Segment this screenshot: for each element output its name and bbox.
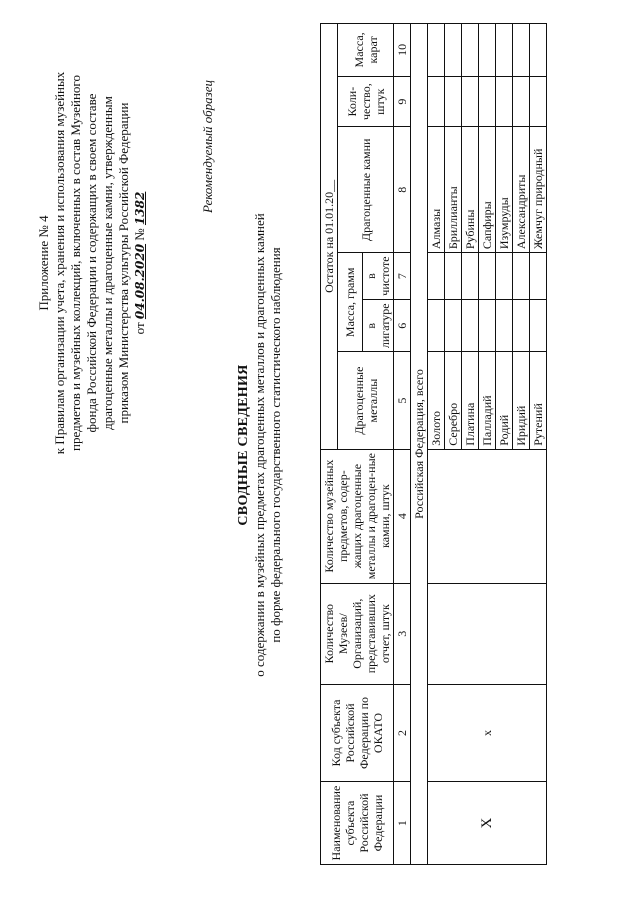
appendix-number: Приложение № 4 xyxy=(36,215,51,311)
stone-name-cell: Алмазы xyxy=(428,127,445,253)
header-mass-carat: Масса, карат xyxy=(338,24,394,77)
stone-name-cell: Александриты xyxy=(513,127,530,253)
header-quantity: Коли-чество, штук xyxy=(338,76,394,127)
summary-table xyxy=(320,23,547,865)
stone-quantity-cell xyxy=(479,76,496,127)
appendix-line-4: драгоценные металлы и драгоценные камни, утвержденным xyxy=(100,96,115,430)
items-count-cell xyxy=(428,449,547,583)
stone-quantity-cell xyxy=(462,76,479,127)
column-number: 5 xyxy=(394,352,411,449)
subject-name-cell: X xyxy=(428,782,547,865)
column-number: 9 xyxy=(394,76,411,127)
header-museums-count: Количество Музеев/ Организаций, представивших отчет, штук xyxy=(321,583,394,684)
okato-code-cell: х xyxy=(428,684,547,781)
federation-total-row xyxy=(411,24,428,865)
metal-name-cell: Палладий xyxy=(479,352,496,449)
appendix-line-2: предметов и музейных коллекций, включенных в состав Музейного xyxy=(68,75,83,451)
stone-name-cell: Сапфиры xyxy=(479,127,496,253)
ligature-mass-cell xyxy=(445,300,462,352)
header-items-count: Количество музейных предметов, содер-жащих драгоценные металлы и драгоцен-ные камни, штук xyxy=(321,449,394,583)
order-number: 1382 xyxy=(133,191,147,226)
stone-name-cell: Изумруды xyxy=(496,127,513,253)
header-balance: Остаток на 01.01.20__ xyxy=(321,24,338,450)
ligature-mass-cell xyxy=(428,300,445,352)
stone-mass-carat-cell xyxy=(479,24,496,77)
header-metals: Драгоценные металлы xyxy=(338,352,394,449)
ligature-mass-cell xyxy=(479,300,496,352)
ligature-mass-cell xyxy=(462,300,479,352)
metal-name-cell: Иридий xyxy=(513,352,530,449)
stone-mass-carat-cell xyxy=(445,24,462,77)
stone-mass-carat-cell xyxy=(513,24,530,77)
column-number: 2 xyxy=(394,684,411,781)
stone-quantity-cell xyxy=(530,76,547,127)
header-stones: Драгоценные камни xyxy=(338,127,394,253)
header-in-pure: в чистоте xyxy=(363,253,394,300)
column-number: 7 xyxy=(394,253,411,300)
metal-name-cell: Золото xyxy=(428,352,445,449)
stone-mass-carat-cell xyxy=(428,24,445,77)
stone-mass-carat-cell xyxy=(530,24,547,77)
document-subtitle-1: о содержании в музейных предметах драгоценных металлов и драгоценных камней xyxy=(252,213,267,677)
header-okato-code: Код субъекта Российской Федерации по ОКАТО xyxy=(321,684,394,781)
stone-mass-carat-cell xyxy=(496,24,513,77)
document-title: СВОДНЫЕ СВЕДЕНИЯ xyxy=(236,364,251,526)
column-number: 4 xyxy=(394,449,411,583)
ligature-mass-cell xyxy=(530,300,547,352)
stone-mass-carat-cell xyxy=(462,24,479,77)
table-row xyxy=(428,24,445,865)
appendix-line-5: приказом Министерства культуры Российской Федерации xyxy=(116,102,131,424)
stone-quantity-cell xyxy=(496,76,513,127)
data-rows xyxy=(428,24,547,865)
pure-mass-cell xyxy=(530,253,547,300)
column-number: 6 xyxy=(394,300,411,352)
museums-count-cell xyxy=(428,583,547,684)
ligature-mass-cell xyxy=(513,300,530,352)
ligature-mass-cell xyxy=(496,300,513,352)
column-number: 8 xyxy=(394,127,411,253)
recommended-sample-label: Рекомендуемый образец xyxy=(200,80,215,214)
pure-mass-cell xyxy=(428,253,445,300)
metal-name-cell: Серебро xyxy=(445,352,462,449)
federation-total-label: Российская Федерация, всего xyxy=(411,24,428,865)
document-heading xyxy=(236,135,284,755)
metal-name-cell: Родий xyxy=(496,352,513,449)
header-subject-name: Наименование субъекта Российской Федерации xyxy=(321,782,394,865)
pure-mass-cell xyxy=(445,253,462,300)
stone-quantity-cell xyxy=(513,76,530,127)
order-line xyxy=(132,28,148,498)
order-no-prefix: № xyxy=(132,228,147,241)
stone-quantity-cell xyxy=(445,76,462,127)
metal-name-cell: Рутений xyxy=(530,352,547,449)
stone-name-cell: Рубины xyxy=(462,127,479,253)
pure-mass-cell xyxy=(496,253,513,300)
header-mass-gram: Масса, грамм xyxy=(338,253,363,352)
appendix-line-3: фонда Российской Федерации и содержащих в своем составе xyxy=(84,93,99,433)
column-number-row xyxy=(394,24,411,865)
stone-name-cell: Бриллианты xyxy=(445,127,462,253)
pure-mass-cell xyxy=(479,253,496,300)
appendix-header xyxy=(36,28,148,498)
column-number: 10 xyxy=(394,24,411,77)
metal-name-cell: Платина xyxy=(462,352,479,449)
order-prefix: от xyxy=(132,322,147,335)
stone-name-cell: Жемчуг природный xyxy=(530,127,547,253)
appendix-line-1: к Правилам организации учета, хранения и использования музейных xyxy=(52,71,67,455)
stone-quantity-cell xyxy=(428,76,445,127)
document-subtitle-2: по форме федерального государственного статистического наблюдения xyxy=(268,247,283,643)
column-number: 1 xyxy=(394,782,411,865)
header-row-1 xyxy=(321,24,338,865)
order-date: 04.08.2020 xyxy=(133,243,147,320)
column-number: 3 xyxy=(394,583,411,684)
pure-mass-cell xyxy=(513,253,530,300)
pure-mass-cell xyxy=(462,253,479,300)
header-in-ligature: в лигатуре xyxy=(363,300,394,352)
